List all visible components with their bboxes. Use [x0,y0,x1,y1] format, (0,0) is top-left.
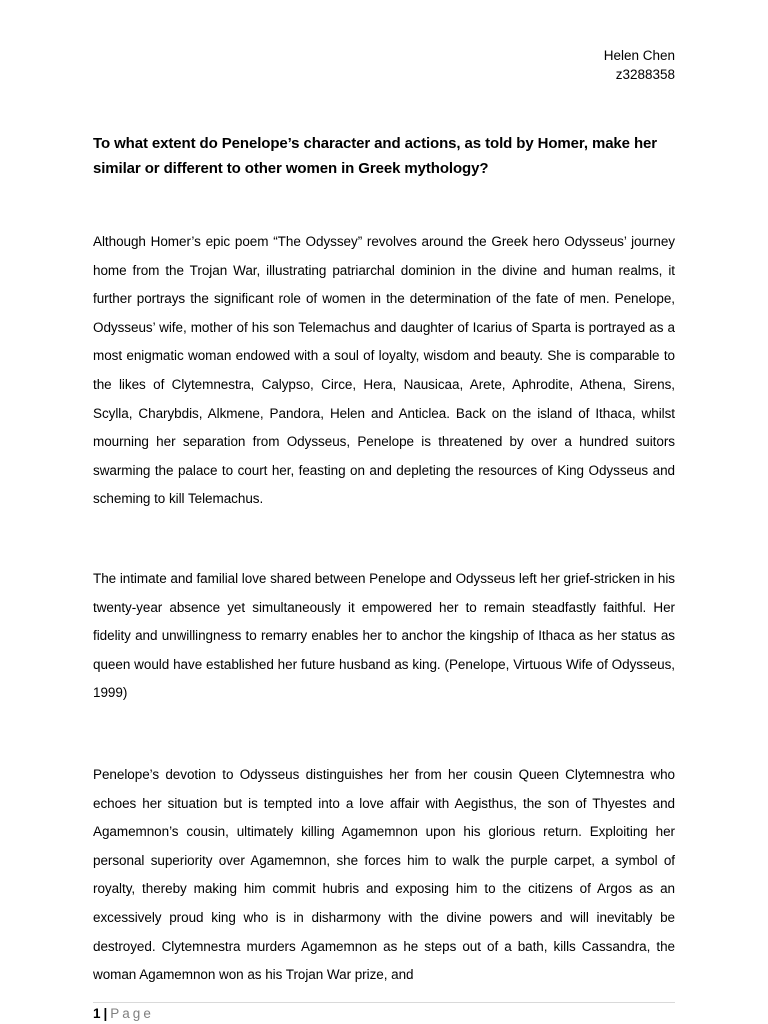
student-id: z3288358 [615,67,675,82]
page-number: 1 [93,1006,101,1021]
author-block [604,46,675,84]
footer-divider [93,1002,675,1003]
paragraph-1: Although Homer’s epic poem “The Odyssey” revolves around the Greek hero Odysseus’ journey home from the Trojan War, illustrating patriarchal dominion in the divine and human realms, it further portrays the significant role of women in the determination of the fate of men. Penelope, Odysseus’ wife, mother of his son Telemachus and daughter of Icarius of Sparta is portrayed as a most enigmatic woman endowed with a soul of loyalty, wisdom and beauty. She is comparable to the likes of Clytemnestra, Calypso, Circe, Hera, Nausicaa, Arete, Aphrodite, Athena, Sirens, Scylla, Charybdis, Alkmene, Pandora, Helen and Anticlea. Back on the island of Ithaca, whilst mourning her separation from Odysseus, Penelope is threatened by over a hundred suitors swarming the palace to court her, feasting on and depleting the resources of King Odysseus and scheming to kill Telemachus. [93,234,675,507]
paragraph-3: Penelope’s devotion to Odysseus distinguishes her from her cousin Queen Clytemnestra who echoes her situation but is tempted into a love affair with Aegisthus, the son of Thyestes and Agamemnon’s cousin, ultimately killing Agamemnon upon his glorious return. Exploiting her personal superiority over Agamemnon, she forces him to walk the purple carpet, a symbol of royalty, thereby making him commit hubris and exposing him to the citizens of Argos as an excessively proud king who is in disharmony with the divine powers and will inevitably be destroyed. Clytemnestra murders Agamemnon as he steps out of a bath, kills Cassandra, the woman Agamemnon won as his Trojan War prize, and [93,767,675,983]
footer-separator: | [103,1006,108,1021]
essay-question-title: To what extent do Penelope’s character and actions, as told by Homer, make her similar or different to other women in Greek mythology? [93,135,658,177]
page-label: Page [110,1006,154,1021]
page-footer [93,1005,154,1023]
author-name: Helen Chen [603,48,675,63]
paragraph-2: The intimate and familial love shared between Penelope and Odysseus left her grief-stricken in his twenty-year absence yet simultaneously it empowered her to remain steadfastly faithful. Her fidelity and unwillingness to remarry enables her to anchor the kingship of Ithaca as her status as queen would have established her future husband as king. (Penelope, Virtuous Wife of Odysseus, 1999) [93,571,675,701]
